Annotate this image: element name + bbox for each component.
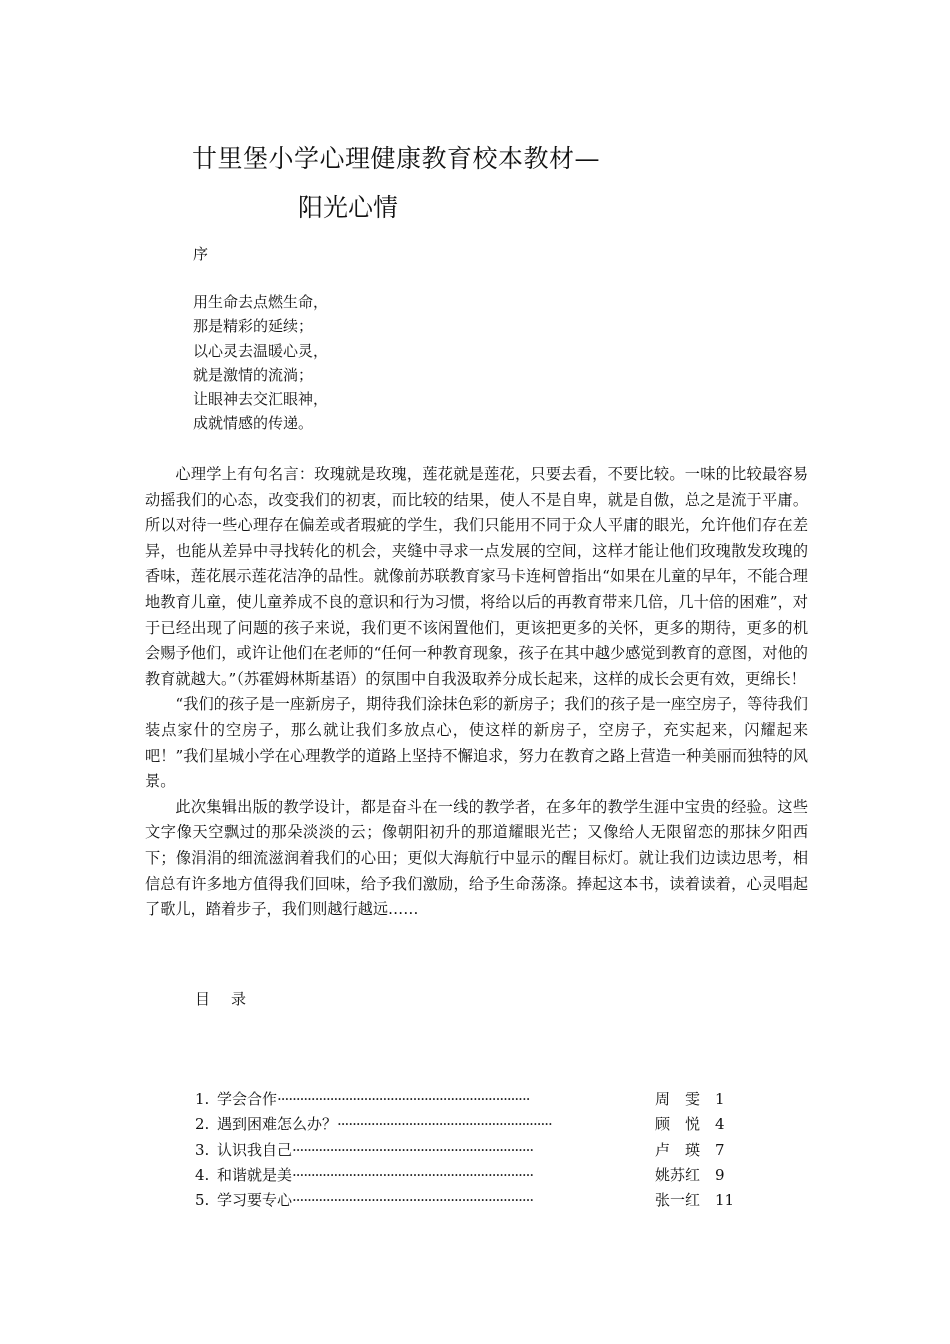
preface-poem — [193, 290, 328, 436]
toc-heading-char: 录 — [231, 990, 247, 1008]
toc-entry-number: 1. — [195, 1090, 210, 1108]
toc-entry-page: 9 — [715, 1165, 725, 1184]
poem-line: 用生命去点燃生命， — [193, 293, 329, 311]
toc-entry[interactable] — [195, 1188, 755, 1213]
toc-entry-page: 11 — [715, 1191, 735, 1210]
body-paragraph: 此次集辑出版的教学设计，都是奋斗在一线的教学者，在多年的教学生涯中宝贵的经验。这些文字像天空飘过的那朵淡淡的云；像朝阳初升的那道耀眼光芒；又像给人无限留恋的那抹夕阳西下；像涓涓的细流滋润着我们的心田；更似大海航行中显示的醒目标灯。就让我们边读边思考，相信总有许多地方值得我们回味，给予我们激励，给予生命荡涤。捧起这本书，读着读着，心灵唱起了歌儿，踏着步子，我们则越行越远…… — [145, 797, 808, 919]
toc-entry-leader: ································································ — [292, 1140, 534, 1159]
poem-line: 成就情感的传递。 — [193, 414, 314, 433]
poem-line: 以心灵去温暖心灵， — [193, 341, 329, 360]
toc-entry-title: 学习要专心 — [217, 1191, 293, 1210]
toc-entry-title: 认识我自己 — [217, 1140, 293, 1159]
toc-entry-leader: ································································ — [292, 1191, 534, 1210]
toc-entry[interactable] — [195, 1138, 755, 1163]
toc-entry-author: 张一红 — [655, 1191, 701, 1210]
toc-heading-char: 目 — [195, 990, 211, 1008]
toc-entry-leader: ························································· — [337, 1115, 552, 1134]
body-paragraph: 心理学上有句名言：玫瑰就是玫瑰，莲花就是莲花，只要去看，不要比较。一味的比较最容易动摇我们的心态，改变我们的初衷，而比较的结果，使人不是自卑，就是自傲，总之是流于平庸。所以对待一些心理存在偏差或者瑕疵的学生，我们只能用不同于众人平庸的眼光，允许他们存在差异，也能从差异中寻找转化的机会，夹缝中寻求一点发展的空间，这样才能让他们玫瑰散发玫瑰的香味，莲花展示莲花洁净的品性。就像前苏联教育家马卡连柯曾指出“如果在儿童的早年，不能合理地教育儿童，使儿童养成不良的意识和行为习惯，将给以后的再教育带来几倍，几十倍的困难”，对于已经出现了问题的孩子来说，我们更不该闲置他们，更该把更多的关怀，更多的期待，更多的机会赐予他们，或许让他们在老师的“任何一种教育现象，孩子在其中越少感觉到教育的意图，对他的教育就越大。”（苏霍姆林斯基语）的氛围中自我汲取养分成长起来，这样的成长会更有效，更绵长！ — [145, 465, 808, 688]
toc-entry-number: 5. — [195, 1191, 210, 1210]
toc-entry-author: 顾 悦 — [655, 1115, 701, 1134]
toc-entry-number: 2. — [195, 1115, 210, 1134]
document-title-line2: 阳光心情 — [298, 193, 399, 222]
toc-entry-page: 7 — [715, 1140, 725, 1159]
toc-heading — [195, 988, 246, 1010]
toc-entry-leader: ··································································· — [277, 1090, 530, 1108]
body-paragraph: “我们的孩子是一座新房子，期待我们涂抹色彩的新房子；我们的孩子是一座空房子，等待我们装点家什的空房子，那么就让我们多放点心，使这样的新房子，空房子，充实起来，闪耀起来吧！”我们星城小学在心理教学的道路上坚持不懈追求，努力在教育之路上营造一种美丽而独特的风景。 — [145, 695, 808, 791]
document-title-line1: 廿里堡小学心理健康教育校本教材— — [192, 144, 601, 173]
toc-entry-title: 学会合作 — [217, 1090, 278, 1108]
toc-entry-number: 3. — [195, 1140, 210, 1159]
toc-entry-page: 4 — [715, 1115, 725, 1134]
toc-entry[interactable] — [195, 1112, 755, 1137]
toc-entry-number: 4. — [195, 1165, 210, 1184]
toc-entry-author: 周 雯 — [655, 1090, 701, 1108]
toc-entry[interactable] — [195, 1087, 755, 1112]
preface-heading: 序 — [193, 245, 209, 263]
toc-entry-author: 姚苏红 — [655, 1165, 701, 1184]
poem-line: 就是激情的流淌； — [193, 365, 314, 384]
toc-entry[interactable] — [195, 1163, 755, 1188]
toc-entry-title: 和谐就是美 — [217, 1165, 293, 1184]
poem-line: 让眼神去交汇眼神， — [193, 390, 329, 409]
preface-body — [145, 462, 808, 923]
table-of-contents — [195, 1087, 755, 1213]
poem-line: 那是精彩的延续； — [193, 317, 314, 336]
toc-entry-author: 卢 瑛 — [655, 1140, 701, 1159]
toc-entry-leader: ································································ — [292, 1165, 534, 1184]
toc-entry-title: 遇到困难怎么办？ — [217, 1115, 338, 1134]
toc-entry-page: 1 — [715, 1090, 725, 1108]
